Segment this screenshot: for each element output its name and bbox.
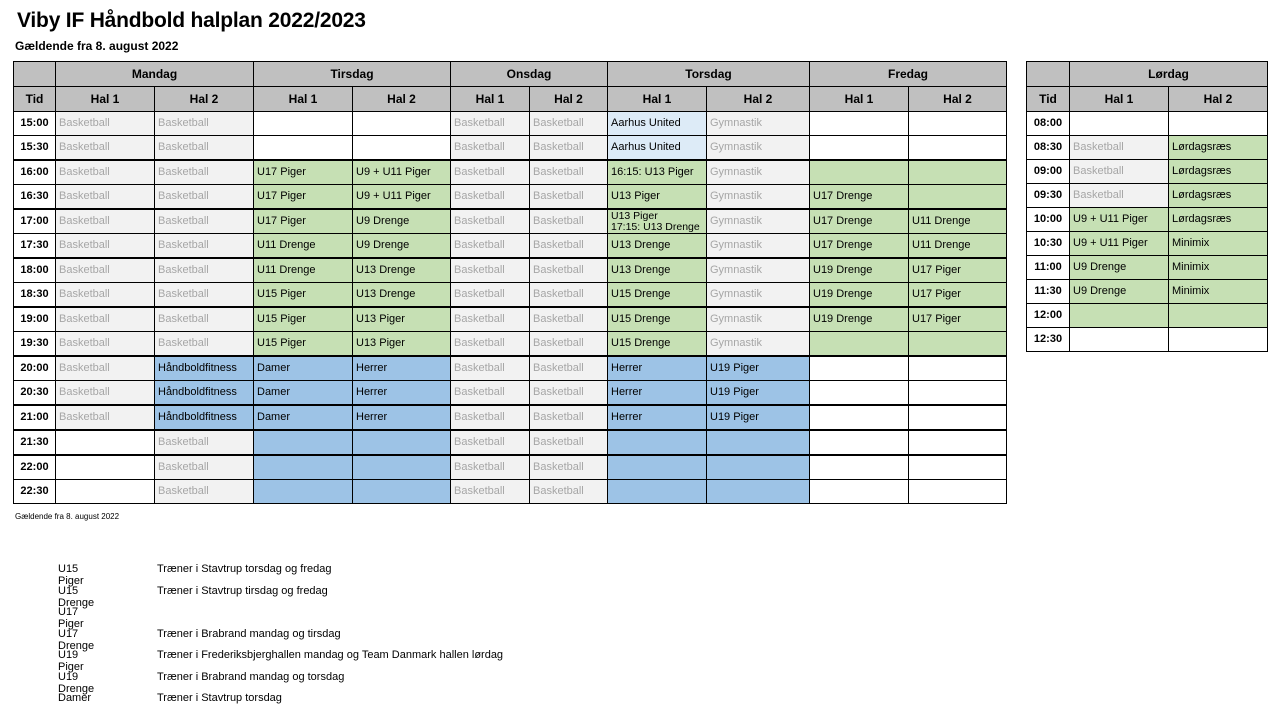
schedule-cell — [56, 430, 155, 455]
schedule-cell — [810, 405, 909, 430]
schedule-cell: Basketball — [530, 430, 608, 455]
time-slot-row — [1027, 136, 1268, 160]
schedule-cell: Basketball — [56, 160, 155, 185]
schedule-cell: Basketball — [1070, 184, 1169, 208]
schedule-cell: Aarhus United — [608, 112, 707, 136]
hall-header-row — [14, 87, 1007, 112]
schedule-cell — [909, 160, 1007, 185]
schedule-cell: U13 Piger 17:15: U13 Drenge — [608, 209, 707, 234]
time-cell: 19:00 — [14, 307, 56, 332]
schedule-cell: Basketball — [530, 405, 608, 430]
team-note-text: Træner i Stavtrup tirsdag og fredag — [157, 584, 328, 597]
schedule-cell: U11 Drenge — [254, 234, 353, 259]
time-cell: 22:30 — [14, 480, 56, 504]
schedule-cell: U9 Drenge — [1070, 280, 1169, 304]
schedule-cell: U17 Drenge — [810, 234, 909, 259]
time-cell: 21:00 — [14, 405, 56, 430]
schedule-cell: Basketball — [451, 283, 530, 308]
schedule-cell: U15 Piger — [254, 332, 353, 357]
schedule-cell: U15 Drenge — [608, 307, 707, 332]
schedule-cell: 16:15: U13 Piger — [608, 160, 707, 185]
schedule-cell — [254, 112, 353, 136]
schedule-cell: U9 + U11 Piger — [353, 185, 451, 210]
schedule-cell — [810, 381, 909, 406]
time-cell: 19:30 — [14, 332, 56, 357]
schedule-cell: U19 Piger — [707, 405, 810, 430]
schedule-cell: U17 Piger — [254, 209, 353, 234]
schedule-cell — [909, 455, 1007, 480]
schedule-cell: Minimix — [1169, 256, 1268, 280]
schedule-cell: Basketball — [451, 136, 530, 161]
time-slot-row — [1027, 328, 1268, 352]
time-cell: 12:30 — [1027, 328, 1070, 352]
time-cell: 11:00 — [1027, 256, 1070, 280]
hall-header: Hal 1 — [56, 87, 155, 112]
time-slot-row — [14, 112, 1007, 136]
schedule-cell — [1169, 112, 1268, 136]
schedule-cell: Basketball — [56, 332, 155, 357]
schedule-cell: Basketball — [451, 234, 530, 259]
time-slot-row — [1027, 280, 1268, 304]
schedule-cell: U13 Drenge — [353, 258, 451, 283]
schedule-cell: Basketball — [530, 283, 608, 308]
schedule-cell — [353, 136, 451, 161]
time-slot-row — [14, 136, 1007, 161]
schedule-cell — [608, 430, 707, 455]
schedule-cell — [707, 480, 810, 504]
schedule-cell — [810, 480, 909, 504]
hall-header: Hal 2 — [909, 87, 1007, 112]
day-header: Torsdag — [608, 62, 810, 87]
time-cell: 10:30 — [1027, 232, 1070, 256]
schedule-cell: Minimix — [1169, 280, 1268, 304]
schedule-cell — [909, 405, 1007, 430]
schedule-cell: U15 Drenge — [608, 283, 707, 308]
schedule-cell: Herrer — [353, 405, 451, 430]
schedule-cell — [810, 332, 909, 357]
time-slot-row — [14, 405, 1007, 430]
schedule-cell: Basketball — [155, 455, 254, 480]
schedule-cell — [1070, 328, 1169, 352]
schedule-cell: Basketball — [56, 356, 155, 381]
schedule-cell: Basketball — [1070, 160, 1169, 184]
time-cell: 18:00 — [14, 258, 56, 283]
time-cell: 16:00 — [14, 160, 56, 185]
time-cell: 18:30 — [14, 283, 56, 308]
team-name: U19 Piger — [58, 649, 84, 673]
schedule-cell: U11 Drenge — [254, 258, 353, 283]
time-slot-row — [14, 160, 1007, 185]
schedule-cell — [909, 430, 1007, 455]
schedule-cell: Basketball — [155, 136, 254, 161]
schedule-cell: Basketball — [56, 209, 155, 234]
schedule-cell: U17 Piger — [909, 307, 1007, 332]
time-cell: 10:00 — [1027, 208, 1070, 232]
schedule-cell: Håndboldfitness — [155, 381, 254, 406]
schedule-cell: Lørdagsræs — [1169, 208, 1268, 232]
schedule-cell — [810, 160, 909, 185]
schedule-cell — [810, 112, 909, 136]
schedule-cell: Gymnastik — [707, 112, 810, 136]
time-cell: 08:00 — [1027, 112, 1070, 136]
schedule-cell: U15 Piger — [254, 283, 353, 308]
schedule-cell: U15 Piger — [254, 307, 353, 332]
time-slot-row — [14, 455, 1007, 480]
corner-cell — [1027, 62, 1070, 87]
schedule-cell: Basketball — [155, 209, 254, 234]
schedule-cell — [810, 356, 909, 381]
schedule-cell: Basketball — [56, 112, 155, 136]
schedule-cell: Basketball — [155, 112, 254, 136]
schedule-cell: U19 Drenge — [810, 307, 909, 332]
schedule-cell: Herrer — [608, 356, 707, 381]
team-note-text: Træner i Brabrand mandag og torsdag — [157, 670, 345, 683]
schedule-cell: Gymnastik — [707, 283, 810, 308]
time-slot-row — [1027, 184, 1268, 208]
schedule-cell: Basketball — [451, 160, 530, 185]
schedule-cell: Basketball — [530, 209, 608, 234]
schedule-cell: U17 Piger — [909, 283, 1007, 308]
schedule-cell: U17 Piger — [909, 258, 1007, 283]
schedule-cell: U9 + U11 Piger — [353, 160, 451, 185]
schedule-cell — [254, 480, 353, 504]
schedule-cell: U17 Piger — [254, 160, 353, 185]
schedule-cell — [909, 112, 1007, 136]
time-cell: 17:30 — [14, 234, 56, 259]
day-header-row — [1027, 62, 1268, 87]
schedule-cell — [254, 430, 353, 455]
schedule-cell — [608, 455, 707, 480]
schedule-cell: Gymnastik — [707, 185, 810, 210]
schedule-cell: U9 Drenge — [353, 209, 451, 234]
corner-cell — [14, 62, 56, 87]
day-header: Tirsdag — [254, 62, 451, 87]
schedule-cell: Basketball — [530, 480, 608, 504]
schedule-cell — [909, 356, 1007, 381]
team-note-text: Træner i Stavtrup torsdag og fredag — [157, 563, 332, 575]
schedule-cell — [1070, 112, 1169, 136]
page-title: Viby IF Håndbold halplan 2022/2023 — [17, 9, 366, 32]
schedule-cell — [1169, 328, 1268, 352]
time-cell: 15:00 — [14, 112, 56, 136]
schedule-cell: Basketball — [56, 307, 155, 332]
schedule-cell: Basketball — [155, 185, 254, 210]
schedule-cell: Basketball — [56, 381, 155, 406]
schedule-cell: Gymnastik — [707, 234, 810, 259]
hall-header: Hal 2 — [353, 87, 451, 112]
schedule-cell: U9 Drenge — [353, 234, 451, 259]
hall-header: Hal 1 — [608, 87, 707, 112]
day-header: Fredag — [810, 62, 1007, 87]
schedule-cell — [353, 112, 451, 136]
schedule-cell — [909, 332, 1007, 357]
schedule-cell: Basketball — [56, 283, 155, 308]
schedule-cell — [608, 480, 707, 504]
schedule-cell: U13 Drenge — [353, 283, 451, 308]
schedule-cell — [353, 480, 451, 504]
saturday-schedule-table — [1026, 61, 1268, 352]
team-note-text: Træner i Brabrand mandag og tirsdag — [157, 627, 341, 640]
day-header-row — [14, 62, 1007, 87]
schedule-cell: U9 + U11 Piger — [1070, 232, 1169, 256]
schedule-cell: Damer — [254, 381, 353, 406]
schedule-cell — [254, 455, 353, 480]
schedule-cell: Basketball — [155, 258, 254, 283]
schedule-cell: U9 + U11 Piger — [1070, 208, 1169, 232]
hall-header: Hal 1 — [254, 87, 353, 112]
schedule-cell — [56, 480, 155, 504]
schedule-cell: U13 Piger — [353, 307, 451, 332]
schedule-cell: Basketball — [451, 332, 530, 357]
schedule-cell: Gymnastik — [707, 160, 810, 185]
schedule-cell — [909, 480, 1007, 504]
schedule-cell: Herrer — [353, 381, 451, 406]
schedule-cell: Håndboldfitness — [155, 356, 254, 381]
schedule-cell — [353, 455, 451, 480]
schedule-cell: U13 Piger — [608, 185, 707, 210]
schedule-cell — [810, 430, 909, 455]
schedule-cell — [707, 430, 810, 455]
schedule-cell: Basketball — [530, 185, 608, 210]
time-cell: 21:30 — [14, 430, 56, 455]
schedule-cell: U13 Drenge — [608, 234, 707, 259]
time-slot-row — [14, 258, 1007, 283]
day-header: Mandag — [56, 62, 254, 87]
schedule-cell: U19 Drenge — [810, 258, 909, 283]
schedule-cell: Basketball — [530, 381, 608, 406]
team-name: U17 Piger — [58, 606, 84, 630]
team-name: U17 Drenge — [58, 627, 95, 652]
time-slot-row — [14, 283, 1007, 308]
schedule-cell — [810, 136, 909, 161]
schedule-cell: U11 Drenge — [909, 234, 1007, 259]
schedule-cell: U13 Piger — [353, 332, 451, 357]
hall-header: Hal 2 — [707, 87, 810, 112]
schedule-cell — [353, 430, 451, 455]
time-slot-row — [14, 430, 1007, 455]
schedule-cell: U17 Drenge — [810, 185, 909, 210]
schedule-cell: U17 Piger — [254, 185, 353, 210]
hall-header-row — [1027, 87, 1268, 112]
schedule-cell — [707, 455, 810, 480]
time-slot-row — [1027, 160, 1268, 184]
schedule-cell: Basketball — [530, 112, 608, 136]
time-slot-row — [14, 234, 1007, 259]
schedule-cell: Gymnastik — [707, 258, 810, 283]
schedule-cell: Basketball — [451, 381, 530, 406]
schedule-cell: Basketball — [56, 234, 155, 259]
schedule-cell: Basketball — [451, 258, 530, 283]
schedule-cell: Herrer — [608, 381, 707, 406]
page-subtitle: Gældende fra 8. august 2022 — [15, 39, 179, 53]
schedule-cell — [1070, 304, 1169, 328]
schedule-cell: Basketball — [155, 332, 254, 357]
time-cell: 20:00 — [14, 356, 56, 381]
weekday-schedule-table — [13, 61, 1007, 504]
team-note-text: Træner i Frederiksbjerghallen mandag og Team Danmark hallen lørdag — [157, 649, 504, 661]
schedule-cell: Basketball — [451, 209, 530, 234]
schedule-cell: Basketball — [530, 160, 608, 185]
time-cell: 22:00 — [14, 455, 56, 480]
schedule-cell: U11 Drenge — [909, 209, 1007, 234]
schedule-cell: Herrer — [608, 405, 707, 430]
schedule-cell: Gymnastik — [707, 307, 810, 332]
schedule-cell: U15 Drenge — [608, 332, 707, 357]
time-slot-row — [1027, 208, 1268, 232]
schedule-cell: Basketball — [451, 405, 530, 430]
time-cell: 17:00 — [14, 209, 56, 234]
team-name: U15 Piger — [58, 563, 84, 587]
schedule-cell — [909, 185, 1007, 210]
time-slot-row — [14, 332, 1007, 357]
schedule-cell: U9 Drenge — [1070, 256, 1169, 280]
schedule-cell: Basketball — [56, 258, 155, 283]
schedule-cell: Gymnastik — [707, 209, 810, 234]
schedule-cell — [254, 136, 353, 161]
time-cell: 09:30 — [1027, 184, 1070, 208]
time-slot-row — [14, 185, 1007, 210]
schedule-cell — [909, 381, 1007, 406]
schedule-cell: Basketball — [530, 136, 608, 161]
schedule-cell: U13 Drenge — [608, 258, 707, 283]
schedule-cell: Basketball — [451, 185, 530, 210]
schedule-cell: Basketball — [56, 136, 155, 161]
schedule-cell: Basketball — [451, 455, 530, 480]
schedule-cell: Basketball — [56, 185, 155, 210]
time-cell: 15:30 — [14, 136, 56, 161]
time-header: Tid — [14, 87, 56, 112]
time-slot-row — [1027, 112, 1268, 136]
day-header: Lørdag — [1070, 62, 1268, 87]
schedule-cell: Basketball — [1070, 136, 1169, 160]
schedule-cell — [909, 136, 1007, 161]
time-slot-row — [14, 209, 1007, 234]
schedule-cell: Basketball — [530, 234, 608, 259]
schedule-cell: Basketball — [155, 234, 254, 259]
schedule-cell: Damer — [254, 405, 353, 430]
schedule-cell: Basketball — [451, 307, 530, 332]
time-slot-row — [1027, 304, 1268, 328]
schedule-cell: Håndboldfitness — [155, 405, 254, 430]
schedule-cell: Basketball — [530, 455, 608, 480]
schedule-cell: Basketball — [451, 356, 530, 381]
hall-header: Hal 2 — [530, 87, 608, 112]
footnote: Gældende fra 8. august 2022 — [15, 512, 120, 521]
time-cell: 16:30 — [14, 185, 56, 210]
schedule-cell: Basketball — [451, 112, 530, 136]
team-name: Damer — [58, 692, 92, 704]
schedule-cell: Basketball — [155, 283, 254, 308]
time-slot-row — [14, 381, 1007, 406]
schedule-cell: Lørdagsræs — [1169, 136, 1268, 160]
schedule-cell: Basketball — [155, 430, 254, 455]
schedule-cell: Basketball — [530, 356, 608, 381]
schedule-cell — [1169, 304, 1268, 328]
hall-header: Hal 2 — [1169, 87, 1268, 112]
schedule-cell: Aarhus United — [608, 136, 707, 161]
hall-header: Hal 1 — [451, 87, 530, 112]
schedule-cell: Lørdagsræs — [1169, 160, 1268, 184]
schedule-cell: Basketball — [451, 430, 530, 455]
time-slot-row — [1027, 256, 1268, 280]
time-cell: 11:30 — [1027, 280, 1070, 304]
time-slot-row — [14, 480, 1007, 504]
hall-header: Hal 1 — [1070, 87, 1169, 112]
schedule-cell: Basketball — [155, 480, 254, 504]
schedule-cell — [810, 455, 909, 480]
time-slot-row — [1027, 232, 1268, 256]
team-name: U19 Drenge — [58, 670, 95, 695]
team-note-text: Træner i Stavtrup torsdag — [157, 692, 282, 704]
schedule-cell: U19 Piger — [707, 381, 810, 406]
time-cell: 20:30 — [14, 381, 56, 406]
schedule-cell: U17 Drenge — [810, 209, 909, 234]
schedule-cell: Basketball — [155, 307, 254, 332]
schedule-cell: Gymnastik — [707, 136, 810, 161]
time-header: Tid — [1027, 87, 1070, 112]
schedule-cell: Damer — [254, 356, 353, 381]
schedule-cell: Minimix — [1169, 232, 1268, 256]
schedule-cell: U19 Piger — [707, 356, 810, 381]
schedule-cell: Basketball — [530, 332, 608, 357]
day-header: Onsdag — [451, 62, 608, 87]
schedule-cell — [56, 455, 155, 480]
schedule-cell: Herrer — [353, 356, 451, 381]
hall-header: Hal 1 — [810, 87, 909, 112]
schedule-cell: Basketball — [155, 160, 254, 185]
schedule-cell: Basketball — [56, 405, 155, 430]
hall-header: Hal 2 — [155, 87, 254, 112]
schedule-cell: Basketball — [530, 258, 608, 283]
schedule-cell: Gymnastik — [707, 332, 810, 357]
schedule-cell: U19 Drenge — [810, 283, 909, 308]
time-cell: 08:30 — [1027, 136, 1070, 160]
schedule-cell: Basketball — [530, 307, 608, 332]
time-slot-row — [14, 307, 1007, 332]
schedule-cell: Lørdagsræs — [1169, 184, 1268, 208]
time-cell: 09:00 — [1027, 160, 1070, 184]
schedule-cell: Basketball — [451, 480, 530, 504]
time-slot-row — [14, 356, 1007, 381]
team-name: U15 Drenge — [58, 584, 95, 609]
time-cell: 12:00 — [1027, 304, 1070, 328]
